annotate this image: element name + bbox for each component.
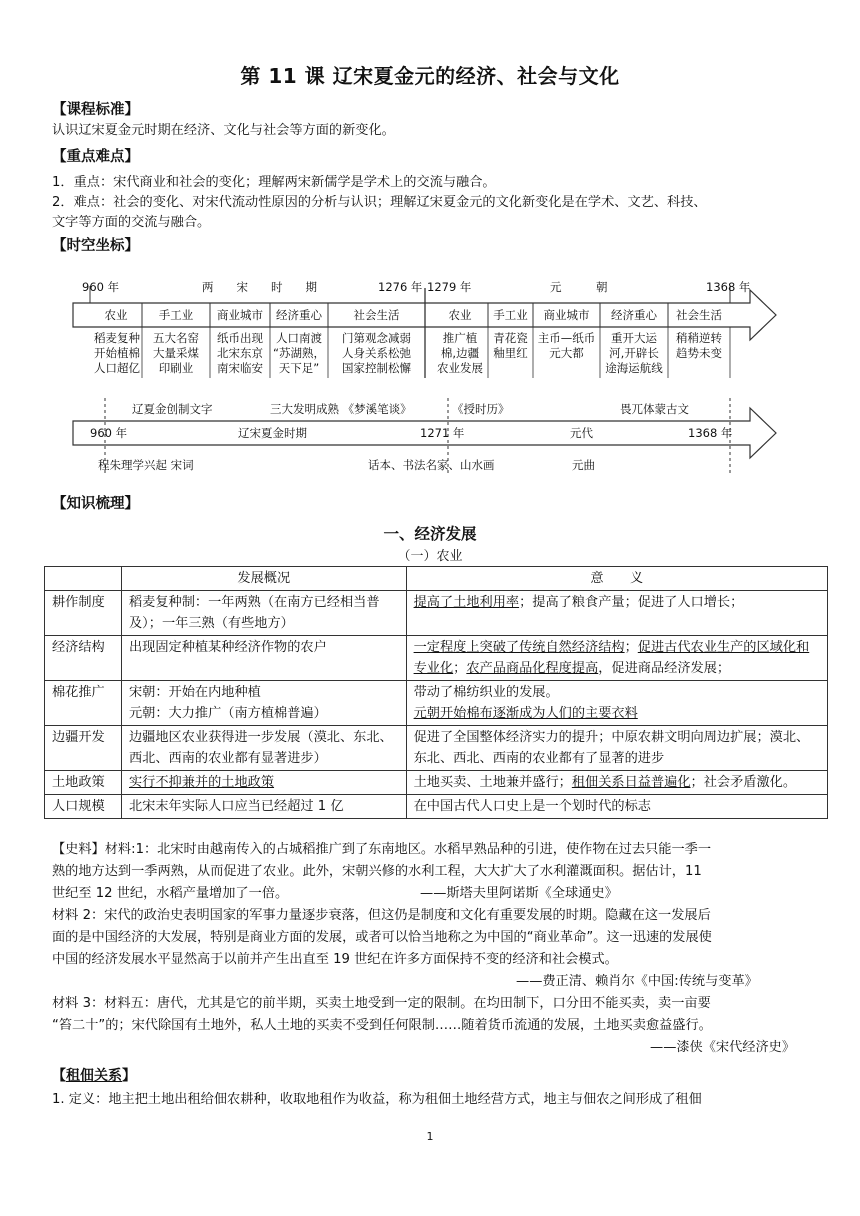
yuan-detail-handicraft: 青花瓷 釉里红 bbox=[493, 331, 528, 360]
page-number: 1 bbox=[426, 1130, 434, 1143]
song-cat-handicraft: 手工业 bbox=[158, 308, 194, 322]
top-year-1276: 1276 年 bbox=[378, 280, 423, 294]
song-cat-social-life: 社会生活 bbox=[353, 308, 400, 322]
yuan-detail-agriculture: 推广植 棉,边疆 农业发展 bbox=[437, 331, 483, 375]
bottom-above-left: 辽夏金创制文字 bbox=[132, 402, 213, 416]
table-row bbox=[45, 795, 828, 819]
yuan-period-label: 元 朝 bbox=[550, 280, 608, 294]
material1-line1: 【史料】材料:1：北宋时由越南传入的占城稻推广到了东南地区。水稻早熟品种的引进，使作物在过去只能一季一 bbox=[52, 842, 712, 857]
row-overview: 宋朝：开始在内地种植 元朝：大力推广（南方植棉普遍） bbox=[121, 681, 406, 726]
song-detail-economic-center: 人口南渡 “苏湖熟， 天下足” bbox=[273, 331, 325, 375]
row-significance: 一定程度上突破了传统自然经济结构；促进古代农业生产的区域化和专业化；农产品商品化程度提高，促进商品经济发展； bbox=[406, 636, 827, 681]
bottom-below-right: 元曲 bbox=[572, 458, 595, 472]
material2-source: ——费正清、赖肖尔《中国:传统与变革》 bbox=[516, 974, 758, 989]
bottom-year-1271: 1271 年 bbox=[420, 426, 465, 440]
agriculture-table bbox=[44, 566, 828, 819]
bottom-period: 辽宋夏金时期 bbox=[238, 426, 307, 440]
row-overview: 稻麦复种制：一年两熟（在南方已经相当普及）；一年三熟（有些地方） bbox=[121, 591, 406, 636]
yuan-detail-commerce: 主币—纸币 元大都 bbox=[537, 331, 596, 360]
table-row bbox=[45, 636, 828, 681]
row-significance: 土地买卖、土地兼并盛行；租佃关系日益普遍化；社会矛盾激化。 bbox=[406, 771, 827, 795]
table-row bbox=[45, 681, 828, 726]
song-cat-agriculture: 农业 bbox=[104, 308, 128, 322]
material1-line3: 世纪至 12 世纪，水稻产量增加了一倍。 bbox=[52, 886, 289, 901]
table-header-row bbox=[45, 567, 828, 591]
material2-line2: 面的是中国经济的大发展，特别是商业方面的发展，或者可以恰当地称之为中国的“商业革命”。这一迅速的发展使 bbox=[52, 930, 712, 945]
row-overview: 边疆地区农业获得进一步发展（漠北、东北、西北、西南的农业都有显著进步） bbox=[121, 726, 406, 771]
tenancy-definition: 1. 定义：地主把土地出租给佃农耕种，收取地租作为收益，称为租佃土地经营方式，地主与佃农之间形成了租佃 bbox=[52, 1092, 702, 1107]
table-header-cell: 意 义 bbox=[406, 567, 827, 591]
row-significance: 带动了棉纺织业的发展。 元朝开始棉布逐渐成为人们的主要衣料 bbox=[406, 681, 827, 726]
standard-heading: 【课程标准】 bbox=[52, 102, 139, 118]
yuan-detail-economic-center: 重开大运 河,开辟长 途海运航线 bbox=[605, 331, 663, 375]
bottom-above-right1: 《授时历》 bbox=[452, 402, 510, 416]
subsection-agriculture: （一）农业 bbox=[397, 549, 463, 564]
row-significance: 提高了土地利用率；提高了粮食产量；促进了人口增长； bbox=[406, 591, 827, 636]
keypoint-2b: 文字等方面的交流与融合。 bbox=[52, 215, 211, 230]
row-name: 经济结构 bbox=[45, 636, 122, 681]
material1-source: ——斯塔夫里阿诺斯《全球通史》 bbox=[420, 886, 618, 901]
row-significance: 在中国古代人口史上是一个划时代的标志 bbox=[406, 795, 827, 819]
timeline-diagram bbox=[70, 278, 790, 473]
song-detail-commerce: 纸币出现 北宋东京 南宋临安 bbox=[217, 331, 263, 375]
row-name: 边疆开发 bbox=[45, 726, 122, 771]
lesson-title: 第 11 课 辽宋夏金元的经济、社会与文化 bbox=[240, 64, 620, 88]
song-cat-commerce: 商业城市 bbox=[217, 308, 263, 322]
yuan-cat-social-life: 社会生活 bbox=[676, 308, 722, 322]
table-row bbox=[45, 591, 828, 636]
row-overview: 北宋末年实际人口应当已经超过 1 亿 bbox=[121, 795, 406, 819]
material2-line3: 中国的经济发展水平显然高于以前并产生出直至 19 世纪在许多方面保持不变的经济和社会模式。 bbox=[52, 952, 618, 967]
song-cat-economic-center: 经济重心 bbox=[276, 308, 322, 322]
material3-source: ——漆侠《宋代经济史》 bbox=[650, 1040, 796, 1055]
top-year-1279: 1279 年 bbox=[427, 280, 472, 294]
timeline-heading: 【时空坐标】 bbox=[52, 238, 139, 254]
material3-line2: “笞二十”的；宋代除国有土地外，私人土地的买卖不受到任何限制……随着货币流通的发展，土地买卖愈益盛行。 bbox=[52, 1018, 712, 1033]
yuan-cat-handicraft: 手工业 bbox=[493, 308, 528, 322]
material3-line1: 材料 3：材料五：唐代，尤其是它的前半期，买卖土地受到一定的限制。在均田制下，口分田不能买卖，卖一亩要 bbox=[52, 996, 711, 1011]
song-detail-social-life: 门第观念减弱 人身关系松弛 国家控制松懈 bbox=[342, 331, 411, 375]
row-overview: 实行不抑兼并的土地政策 bbox=[121, 771, 406, 795]
row-name: 耕作制度 bbox=[45, 591, 122, 636]
material2-line1: 材料 2：宋代的政治史表明国家的军事力量逐步衰落，但这仍是制度和文化有重要发展的时期。隐藏在这一发展后 bbox=[52, 908, 711, 923]
song-period-label: 两 宋 时 期 bbox=[202, 280, 317, 294]
table-header-cell: 发展概况 bbox=[121, 567, 406, 591]
row-name: 棉花推广 bbox=[45, 681, 122, 726]
bottom-year-960: 960 年 bbox=[90, 426, 128, 440]
bottom-below-mid: 话本、书法名家、山水画 bbox=[368, 458, 495, 472]
knowledge-heading: 【知识梳理】 bbox=[52, 496, 139, 512]
row-overview: 出现固定种植某种经济作物的农户 bbox=[121, 636, 406, 681]
row-name: 人口规模 bbox=[45, 795, 122, 819]
tenancy-heading: 【租佃关系】 bbox=[52, 1068, 136, 1084]
yuan-cat-economic-center: 经济重心 bbox=[611, 308, 657, 322]
keypoints-heading: 【重点难点】 bbox=[52, 149, 139, 165]
bottom-year-1368: 1368 年 bbox=[688, 426, 733, 440]
bottom-yuan: 元代 bbox=[570, 426, 593, 440]
row-significance: 促进了全国整体经济实力的提升；中原农耕文明向周边扩展；漠北、东北、西北、西南的农业都有了显著的进步 bbox=[406, 726, 827, 771]
standard-text: 认识辽宋夏金元时期在经济、文化与社会等方面的新变化。 bbox=[52, 123, 395, 138]
section-economic-development: 一、经济发展 bbox=[383, 525, 477, 543]
table-row bbox=[45, 726, 828, 771]
yuan-cat-agriculture: 农业 bbox=[448, 308, 472, 322]
material1-line2: 熟的地方达到一季两熟，从而促进了农业。此外，宋朝兴修的水利工程，大大扩大了水利灌溉面积。据估计，11 bbox=[52, 864, 702, 879]
top-year-960: 960 年 bbox=[82, 280, 120, 294]
row-name: 土地政策 bbox=[45, 771, 122, 795]
yuan-detail-social-life: 稍稍逆转 趋势未变 bbox=[676, 331, 722, 360]
table-header-cell bbox=[45, 567, 122, 591]
yuan-cat-commerce: 商业城市 bbox=[543, 308, 590, 322]
bottom-above-mid: 三大发明成熟 《梦溪笔谈》 bbox=[270, 402, 412, 416]
table-row bbox=[45, 771, 828, 795]
top-year-1368: 1368 年 bbox=[706, 280, 751, 294]
keypoint-2a: 2．难点：社会的变化、对宋代流动性原因的分析与认识；理解辽宋夏金元的文化新变化是在学术、文艺、科技、 bbox=[52, 195, 707, 210]
song-detail-handicraft: 五大名窑 大量采煤 印刷业 bbox=[153, 331, 199, 375]
song-detail-agriculture: 稻麦复种 开始植棉 人口超亿 bbox=[94, 331, 140, 375]
bottom-above-right2: 畏兀体蒙古文 bbox=[620, 402, 689, 416]
bottom-below-left: 程朱理学兴起 宋词 bbox=[98, 458, 194, 472]
keypoint-1: 1．重点：宋代商业和社会的变化；理解两宋新儒学是学术上的交流与融合。 bbox=[52, 175, 496, 190]
